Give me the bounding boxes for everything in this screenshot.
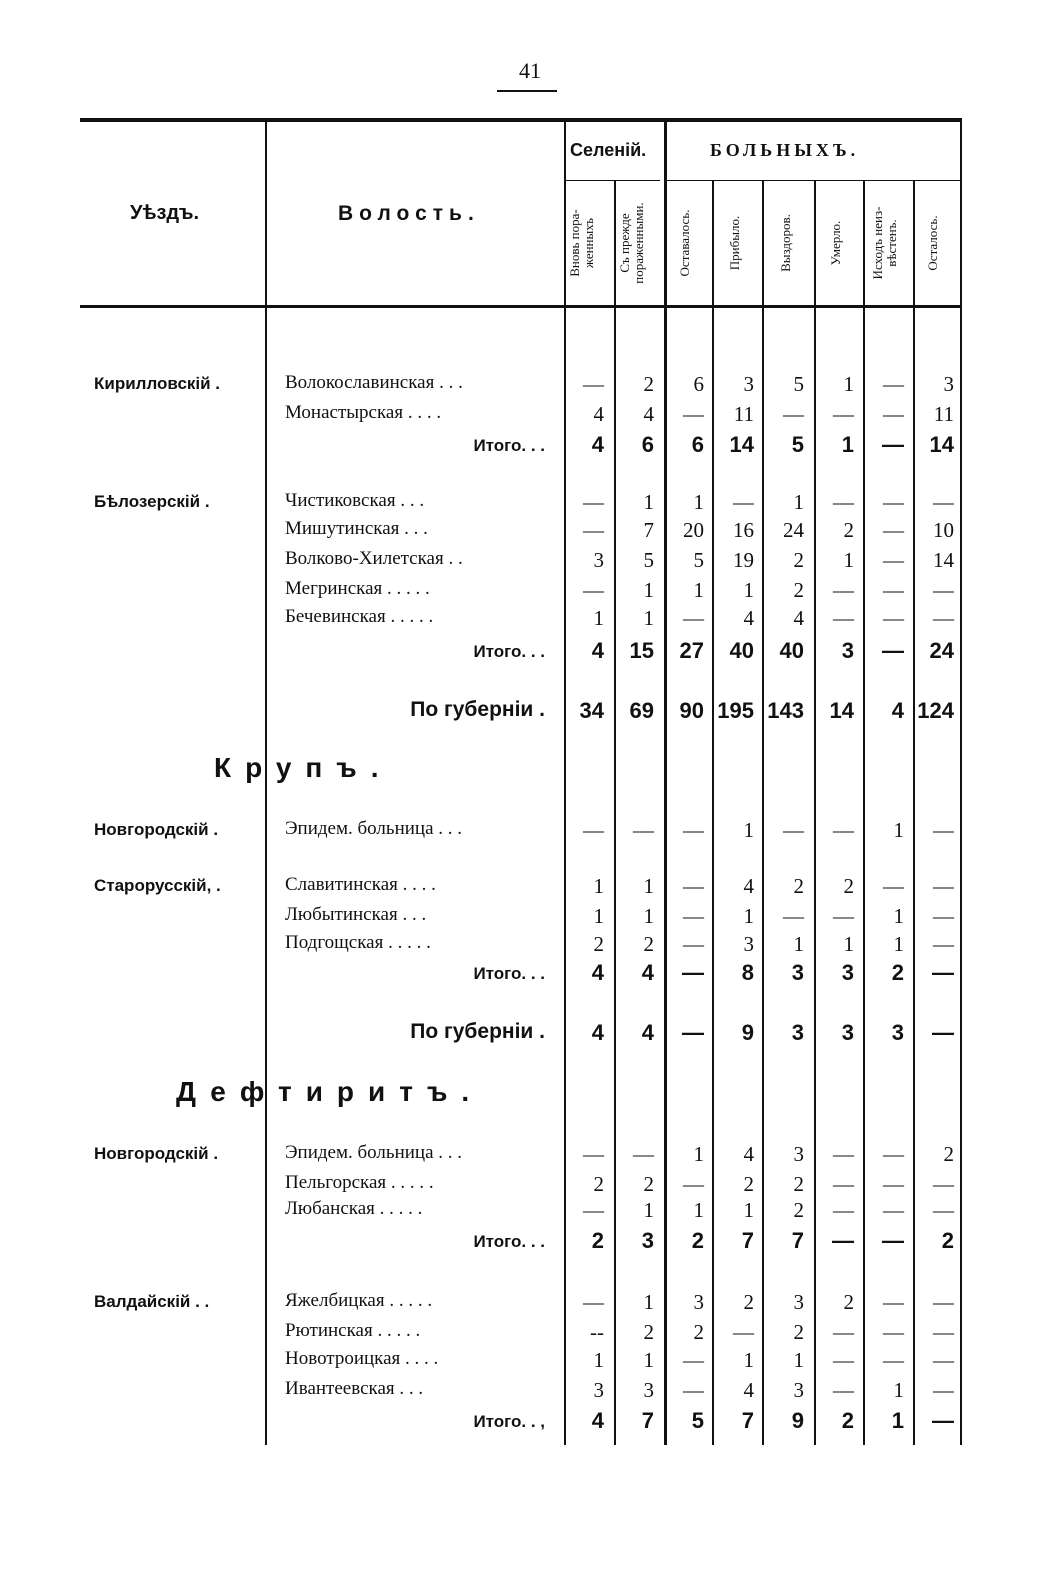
cell-col-1: 3: [593, 548, 604, 572]
cell-col-2: 15: [629, 638, 654, 663]
volost-label: Рютинская . . . . .: [285, 1320, 421, 1341]
cell-col-5: 24: [783, 518, 804, 542]
cell-col-6: 1: [843, 372, 854, 396]
cell-col-7: 4: [891, 698, 904, 723]
cell-col-4: 11: [733, 402, 754, 426]
cell-col-1: 2: [593, 932, 604, 956]
header-col-prezhde: Съ прежде пораженными.: [617, 202, 646, 284]
cell-col-7: 2: [891, 960, 904, 985]
table-row: [80, 930, 962, 960]
cell-col-7: —: [882, 432, 904, 457]
cell-col-5: 3: [793, 1378, 804, 1402]
volost-label: Волково-Хилетская . .: [285, 548, 463, 569]
cell-col-2: 1: [643, 578, 654, 602]
cell-col-4: 3: [743, 932, 754, 956]
cell-col-3: —: [683, 874, 704, 898]
cell-col-4: 4: [743, 1142, 754, 1166]
cell-col-6: 3: [841, 638, 854, 663]
cell-col-4: 1: [743, 1348, 754, 1372]
cell-col-1: 1: [593, 1348, 604, 1372]
table-row: [80, 958, 962, 988]
table-row: [80, 1140, 962, 1170]
cell-col-6: 1: [843, 932, 854, 956]
cell-col-1: —: [583, 578, 604, 602]
table-row: [80, 1376, 962, 1406]
cell-col-4: 195: [717, 698, 754, 723]
cell-col-4: 1: [743, 818, 754, 842]
cell-col-6: —: [833, 1378, 854, 1402]
cell-col-8: —: [932, 1020, 954, 1045]
cell-col-6: —: [833, 818, 854, 842]
cell-col-2: —: [633, 818, 654, 842]
cell-col-5: 143: [767, 698, 804, 723]
cell-col-7: —: [883, 1290, 904, 1314]
volost-label: Эпидем. больница . . .: [285, 818, 463, 839]
uezd-label: Новгородскій .: [94, 1144, 219, 1163]
cell-col-7: —: [883, 874, 904, 898]
cell-col-1: 4: [593, 402, 604, 426]
table-row: [80, 902, 962, 932]
cell-col-2: 2: [643, 372, 654, 396]
cell-col-7: —: [883, 1320, 904, 1344]
cell-col-8: 10: [933, 518, 954, 542]
cell-col-3: 1: [693, 578, 704, 602]
cell-col-7: —: [883, 402, 904, 426]
uezd-label: Старорусскій, .: [94, 876, 221, 895]
cell-col-1: —: [583, 372, 604, 396]
cell-col-1: 1: [593, 904, 604, 928]
cell-col-8: —: [933, 874, 954, 898]
cell-col-2: 5: [643, 548, 654, 572]
cell-col-2: 1: [643, 874, 654, 898]
cell-col-6: —: [833, 490, 854, 514]
cell-col-7: —: [883, 1172, 904, 1196]
cell-col-6: —: [833, 1348, 854, 1372]
cell-col-2: 7: [643, 518, 654, 542]
cell-col-5: 3: [791, 960, 804, 985]
cell-col-7: 1: [893, 1378, 904, 1402]
cell-col-5: 1: [793, 932, 804, 956]
page-number: 41: [519, 58, 541, 83]
cell-col-2: 4: [641, 960, 654, 985]
volost-label: Мишутинская . . .: [285, 518, 428, 539]
header-col-vyzdorov: Выздоров.: [778, 214, 793, 272]
cell-col-5: 7: [791, 1228, 804, 1253]
uezd-label: Новгородскій .: [94, 820, 219, 839]
cell-col-5: 3: [791, 1020, 804, 1045]
header-col-ostalos: Осталось.: [925, 215, 940, 271]
cell-col-4: —: [733, 490, 754, 514]
cell-col-6: —: [833, 578, 854, 602]
cell-col-2: 1: [643, 1348, 654, 1372]
cell-col-5: 9: [791, 1408, 804, 1433]
cell-col-3: 1: [693, 490, 704, 514]
uezd-label: Валдайскій . .: [94, 1292, 210, 1311]
cell-col-5: 5: [791, 432, 804, 457]
table-row: [80, 1196, 962, 1226]
cell-col-4: 40: [729, 638, 754, 663]
cell-col-3: 20: [683, 518, 704, 542]
cell-col-8: —: [933, 606, 954, 630]
cell-col-8: —: [933, 818, 954, 842]
cell-col-4: 19: [733, 548, 754, 572]
cell-col-8: —: [932, 1408, 954, 1433]
cell-col-7: —: [883, 578, 904, 602]
volost-label: Новотроицкая . . . .: [285, 1348, 439, 1369]
cell-col-1: —: [583, 1198, 604, 1222]
header-col-ishod: Исходъ неиз- вѣстенъ.: [870, 206, 899, 280]
table-row: [80, 1018, 962, 1048]
volost-label: Волокославинская . . .: [285, 372, 463, 393]
cell-col-2: 2: [643, 1172, 654, 1196]
cell-col-5: 4: [793, 606, 804, 630]
cell-col-8: 14: [933, 548, 954, 572]
cell-col-1: —: [583, 1290, 604, 1314]
cell-col-4: —: [733, 1320, 754, 1344]
table-row: [80, 696, 962, 726]
cell-col-1: 4: [591, 1020, 604, 1045]
header-seleniy: Селеній.: [570, 140, 647, 160]
province-total-label: По губерніи .: [410, 698, 545, 721]
cell-col-5: 2: [793, 1172, 804, 1196]
cell-col-3: —: [683, 904, 704, 928]
table-row: [80, 370, 962, 400]
table-row: [80, 576, 962, 606]
cell-col-5: 2: [793, 874, 804, 898]
bolnykh-underline: [665, 180, 960, 181]
page-number-rule: [497, 90, 557, 92]
cell-col-2: 3: [643, 1378, 654, 1402]
cell-col-1: —: [583, 490, 604, 514]
cell-col-2: 6: [641, 432, 654, 457]
cell-col-7: —: [883, 606, 904, 630]
cell-col-6: —: [833, 904, 854, 928]
cell-col-6: —: [833, 606, 854, 630]
cell-col-1: 3: [593, 1378, 604, 1402]
cell-col-3: 2: [691, 1228, 704, 1253]
table-row: [80, 1226, 962, 1256]
cell-col-6: —: [833, 402, 854, 426]
cell-col-7: —: [883, 1198, 904, 1222]
table-row: [80, 1406, 962, 1436]
table-row: [80, 546, 962, 576]
cell-col-8: —: [933, 932, 954, 956]
cell-col-8: 11: [933, 402, 954, 426]
table-row: [80, 1318, 962, 1348]
cell-col-6: 2: [843, 1290, 854, 1314]
cell-col-7: 1: [891, 1408, 904, 1433]
cell-col-3: 90: [679, 698, 704, 723]
cell-col-2: 1: [643, 1198, 654, 1222]
cell-col-7: —: [883, 1348, 904, 1372]
cell-col-8: —: [933, 1320, 954, 1344]
cell-col-3: —: [683, 818, 704, 842]
cell-col-2: 69: [629, 698, 654, 723]
cell-col-2: 7: [641, 1408, 654, 1433]
volost-label: Яжелбицкая . . . . .: [285, 1290, 433, 1311]
cell-col-3: —: [683, 932, 704, 956]
cell-col-1: 2: [591, 1228, 604, 1253]
header-col-pribylo: Прибыло.: [727, 215, 742, 271]
cell-col-8: —: [933, 1348, 954, 1372]
cell-col-4: 1: [743, 1198, 754, 1222]
cell-col-4: 14: [729, 432, 754, 457]
cell-col-6: 14: [829, 698, 854, 723]
cell-col-4: 1: [743, 578, 754, 602]
volost-label: Чистиковская . . .: [285, 490, 425, 511]
itogo-label: Итого. . .: [473, 436, 545, 455]
cell-col-6: 2: [843, 874, 854, 898]
itogo-label: Итого. . ,: [473, 1412, 545, 1431]
cell-col-3: —: [682, 1020, 704, 1045]
cell-col-7: —: [882, 1228, 904, 1253]
cell-col-4: 1: [743, 904, 754, 928]
uezd-label: Бѣлозерскій .: [94, 492, 210, 511]
cell-col-4: 9: [741, 1020, 754, 1045]
cell-col-5: 5: [793, 372, 804, 396]
cell-col-7: —: [883, 490, 904, 514]
cell-col-8: —: [933, 1172, 954, 1196]
cell-col-2: 1: [643, 904, 654, 928]
cell-col-8: —: [932, 960, 954, 985]
cell-col-1: 1: [593, 874, 604, 898]
province-total-label: По губерніи .: [410, 1020, 545, 1043]
cell-col-1: 4: [591, 432, 604, 457]
itogo-label: Итого. . .: [473, 642, 545, 661]
cell-col-1: 4: [591, 1408, 604, 1433]
cell-col-3: —: [682, 960, 704, 985]
cell-col-2: 4: [643, 402, 654, 426]
cell-col-7: —: [883, 518, 904, 542]
cell-col-7: —: [883, 548, 904, 572]
cell-col-6: —: [832, 1228, 854, 1253]
cell-col-3: 5: [693, 548, 704, 572]
cell-col-6: —: [833, 1172, 854, 1196]
cell-col-8: —: [933, 904, 954, 928]
cell-col-4: 4: [743, 1378, 754, 1402]
header-col-ostavalos: Оставалось.: [677, 209, 692, 277]
cell-col-4: 7: [741, 1228, 754, 1253]
cell-col-2: 3: [641, 1228, 654, 1253]
cell-col-7: 3: [891, 1020, 904, 1045]
cell-col-5: 40: [779, 638, 804, 663]
volost-label: Бечевинская . . . . .: [285, 606, 434, 627]
table-row: [80, 400, 962, 430]
header-bolnykh: БОЛЬНЫХЪ.: [710, 140, 860, 160]
cell-col-8: —: [933, 1290, 954, 1314]
cell-col-3: 3: [693, 1290, 704, 1314]
cell-col-2: 4: [641, 1020, 654, 1045]
header-uezd: Уѣздъ.: [130, 202, 200, 224]
cell-col-8: —: [933, 1198, 954, 1222]
cell-col-3: 6: [691, 432, 704, 457]
cell-col-2: —: [633, 1142, 654, 1166]
cell-col-6: —: [833, 1198, 854, 1222]
cell-col-3: 1: [693, 1198, 704, 1222]
cell-col-7: 1: [893, 932, 904, 956]
cell-col-3: 2: [693, 1320, 704, 1344]
volost-label: Пельгорская . . . . .: [285, 1172, 434, 1193]
volost-label: Славитинская . . . .: [285, 874, 436, 895]
cell-col-5: —: [783, 818, 804, 842]
cell-col-1: 4: [591, 960, 604, 985]
cell-col-2: 1: [643, 490, 654, 514]
table-row: [80, 604, 962, 634]
volost-label: Любытинская . . .: [285, 904, 427, 925]
seleniy-underline: [565, 180, 660, 181]
cell-col-8: 24: [929, 638, 954, 663]
cell-col-3: 5: [691, 1408, 704, 1433]
cell-col-3: 6: [693, 372, 704, 396]
cell-col-4: 4: [743, 606, 754, 630]
cell-col-5: —: [783, 904, 804, 928]
volost-label: Эпидем. больница . . .: [285, 1142, 463, 1163]
cell-col-4: 3: [743, 372, 754, 396]
cell-col-8: 2: [941, 1228, 954, 1253]
cell-col-6: 3: [841, 1020, 854, 1045]
cell-col-1: 2: [593, 1172, 604, 1196]
table-row: [80, 516, 962, 546]
cell-col-1: —: [583, 518, 604, 542]
cell-col-1: --: [590, 1320, 604, 1344]
cell-col-2: 2: [643, 1320, 654, 1344]
cell-col-1: —: [583, 818, 604, 842]
cell-col-6: 1: [843, 548, 854, 572]
cell-col-3: —: [683, 1378, 704, 1402]
table-row: [80, 1288, 962, 1318]
cell-col-2: 1: [643, 606, 654, 630]
cell-col-3: —: [683, 402, 704, 426]
cell-col-3: —: [683, 1172, 704, 1196]
cell-col-4: 2: [743, 1172, 754, 1196]
cell-col-1: 4: [591, 638, 604, 663]
cell-col-6: 2: [841, 1408, 854, 1433]
itogo-label: Итого. . .: [473, 964, 545, 983]
section-krup: Крупъ.: [214, 752, 393, 783]
cell-col-2: 1: [643, 1290, 654, 1314]
table-row: [80, 1346, 962, 1376]
section-deftirit: Дефтиритъ.: [176, 1076, 484, 1107]
cell-col-4: 16: [733, 518, 754, 542]
cell-col-5: 3: [793, 1142, 804, 1166]
volost-label: Любанская . . . . .: [285, 1198, 423, 1219]
header-volost: Волость.: [338, 202, 480, 225]
cell-col-5: 1: [793, 1348, 804, 1372]
cell-col-4: 4: [743, 874, 754, 898]
cell-col-8: 124: [917, 698, 954, 723]
cell-col-1: —: [583, 1142, 604, 1166]
header-col-vnov: Вновь пора- женныхъ: [567, 209, 596, 277]
cell-col-6: 2: [843, 518, 854, 542]
table-row: [80, 488, 962, 518]
header-col-umerlo: Умерло.: [828, 220, 843, 266]
cell-col-6: 1: [841, 432, 854, 457]
cell-col-3: —: [683, 606, 704, 630]
cell-col-7: 1: [893, 818, 904, 842]
cell-col-7: —: [882, 638, 904, 663]
cell-col-8: —: [933, 578, 954, 602]
itogo-label: Итого. . .: [473, 1232, 545, 1251]
cell-col-2: 2: [643, 932, 654, 956]
cell-col-3: 27: [679, 638, 704, 663]
cell-col-1: 1: [593, 606, 604, 630]
cell-col-4: 8: [741, 960, 754, 985]
cell-col-5: 2: [793, 578, 804, 602]
cell-col-7: —: [883, 1142, 904, 1166]
cell-col-6: 3: [841, 960, 854, 985]
table-row: [80, 636, 962, 666]
cell-col-4: 7: [741, 1408, 754, 1433]
cell-col-8: —: [933, 1378, 954, 1402]
uezd-label: Кирилловскій .: [94, 374, 221, 393]
cell-col-5: 2: [793, 1198, 804, 1222]
cell-col-6: —: [833, 1142, 854, 1166]
volost-label: Ивантеевская . . .: [285, 1378, 424, 1399]
header-bottom-rule: [80, 305, 962, 308]
table-row: [80, 872, 962, 902]
cell-col-1: 34: [579, 698, 604, 723]
cell-col-8: 3: [943, 372, 954, 396]
cell-col-8: 2: [943, 1142, 954, 1166]
cell-col-7: —: [883, 372, 904, 396]
volost-label: Мегринская . . . . .: [285, 578, 430, 599]
cell-col-5: 1: [793, 490, 804, 514]
cell-col-5: 2: [793, 1320, 804, 1344]
cell-col-3: —: [683, 1348, 704, 1372]
cell-col-8: —: [933, 490, 954, 514]
cell-col-5: 2: [793, 548, 804, 572]
volost-label: Монастырская . . . .: [285, 402, 442, 423]
table-top-rule: [80, 118, 962, 122]
table-row: [80, 430, 962, 460]
cell-col-3: 1: [693, 1142, 704, 1166]
cell-col-5: 3: [793, 1290, 804, 1314]
cell-col-7: 1: [893, 904, 904, 928]
cell-col-8: 14: [929, 432, 954, 457]
cell-col-4: 2: [743, 1290, 754, 1314]
table-row: [80, 816, 962, 846]
cell-col-5: —: [783, 402, 804, 426]
volost-label: Подгощская . . . . .: [285, 932, 431, 953]
cell-col-6: —: [833, 1320, 854, 1344]
